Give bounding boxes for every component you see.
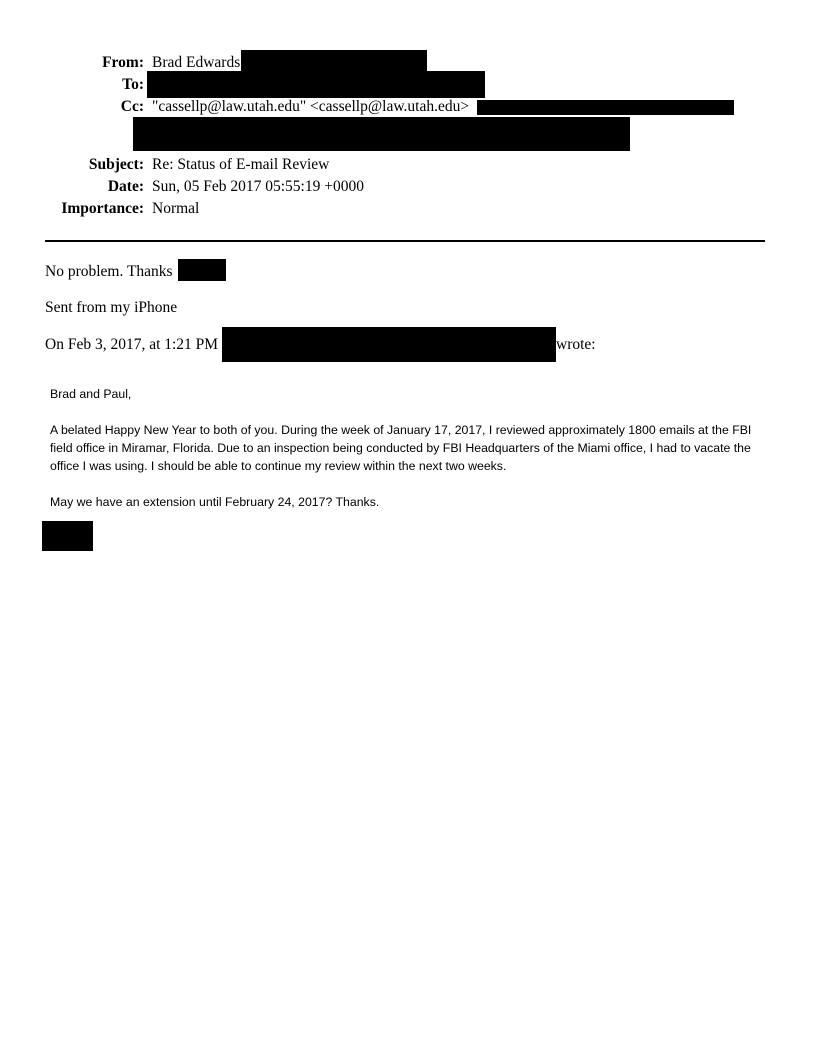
- from-label: From:: [102, 54, 144, 71]
- reply-redaction: [178, 259, 226, 281]
- cc-value: "cassellp@law.utah.edu" <cassellp@law.utah.edu>: [152, 98, 470, 115]
- importance-row: [4, 200, 804, 220]
- cc-redaction-2: [133, 117, 630, 151]
- reply-text: No problem. Thanks: [45, 263, 173, 280]
- to-redaction: [147, 71, 485, 98]
- quoted-paragraph-2: [50, 493, 770, 511]
- subject-label: Subject:: [88, 156, 144, 173]
- quoted-greeting: Brad and Paul,: [50, 387, 132, 401]
- importance-label: Importance:: [61, 200, 144, 217]
- signature-redaction: [42, 521, 93, 551]
- date-row: [4, 178, 804, 198]
- subject-row: [4, 156, 804, 176]
- quoted-para-2: May we have an extension until February 24, 2017? Thanks.: [50, 495, 380, 509]
- attribution-line: [45, 336, 218, 354]
- signature-line: Sent from my iPhone: [45, 299, 178, 316]
- importance-value: Normal: [152, 200, 200, 217]
- header-divider: [45, 240, 765, 242]
- attribution-start: On Feb 3, 2017, at 1:21 PM: [45, 336, 219, 353]
- from-value: Brad Edwards: [152, 54, 241, 71]
- from-redaction: [241, 50, 427, 72]
- cc-redaction-1: [477, 100, 734, 115]
- attribution-redaction: [222, 327, 556, 362]
- date-value: Sun, 05 Feb 2017 05:55:19 +0000: [152, 178, 364, 195]
- attribution-end: wrote:: [556, 336, 596, 353]
- quoted-para-1: A belated Happy New Year to both of you. During the week of January 17, 2017, I reviewed approximately 1800 emails at the FBI field office in Miramar, Florida. Due to an inspection being conducted by FBI Headquarters of the Miami office, I had to vacate the office I was using. I should be able to continue my review within the next two weeks.: [50, 423, 752, 473]
- to-label: To:: [122, 76, 144, 93]
- quoted-message: [50, 385, 770, 403]
- cc-label: Cc:: [120, 98, 144, 115]
- subject-value: Re: Status of E-mail Review: [152, 156, 330, 173]
- date-label: Date:: [107, 178, 144, 195]
- quoted-paragraph-1: [50, 421, 770, 475]
